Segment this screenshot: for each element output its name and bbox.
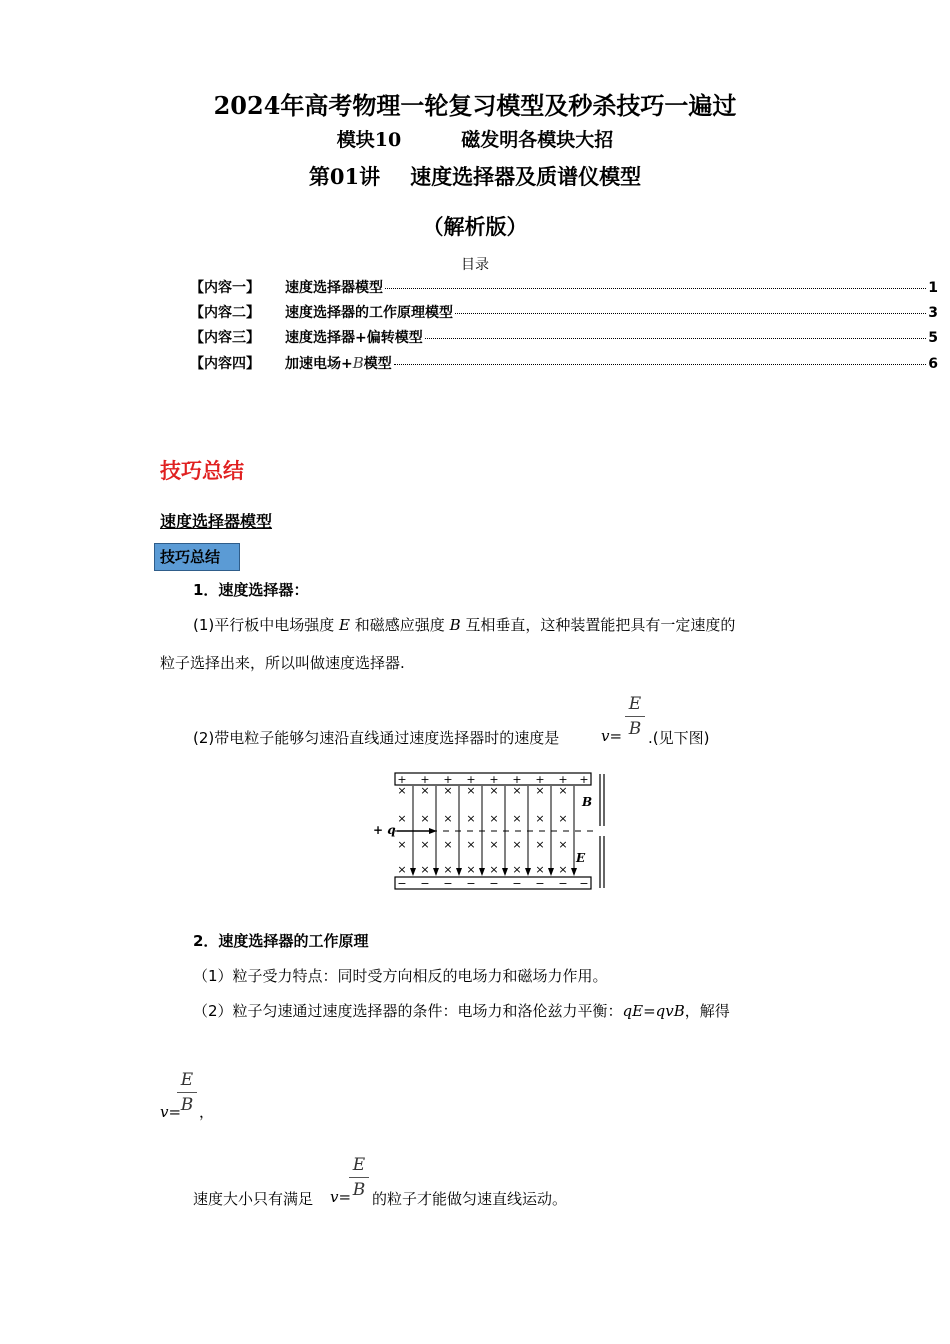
module-number: 模块10: [336, 129, 402, 151]
b-field-cross: ×: [420, 784, 430, 797]
b-field-cross: ×: [420, 863, 430, 876]
b-field-cross: ×: [512, 784, 522, 797]
s1-paragraph-1: (1)平行板中电场强度 E 和磁感应强度 B 互相垂直，这种装置能把具有一定速度的: [193, 616, 736, 634]
toc-text: 速度选择器模型: [285, 280, 383, 296]
velocity-selector-figure: [365, 770, 615, 892]
e-field-arrowhead: [525, 868, 531, 876]
toc-leader: [385, 288, 926, 289]
minus-charge: −: [489, 877, 499, 890]
minus-charge: −: [579, 877, 589, 890]
b-field-cross: ×: [489, 812, 499, 825]
comma: ，: [199, 1103, 215, 1121]
s2-paragraph-3-end: 的粒子才能做匀速直线运动。: [372, 1190, 568, 1208]
e-field-arrowhead: [571, 868, 577, 876]
e-field-arrowhead: [410, 868, 416, 876]
toc-text: 速度选择器+偏转模型: [285, 330, 423, 346]
toc-item-3[interactable]: [190, 327, 938, 349]
b-field-cross: ×: [535, 784, 545, 797]
minus-charge: −: [443, 877, 453, 890]
module-name: 磁发明各模块大招: [461, 129, 614, 151]
b-field-cross: ×: [489, 838, 499, 851]
plus-charge: +: [397, 773, 407, 786]
toc-tag: 【内容二】: [190, 305, 260, 321]
topic-title: 速度选择器模型: [160, 512, 273, 531]
figure-layer: [395, 773, 604, 890]
b-field-cross: ×: [558, 812, 568, 825]
b-field-cross: ×: [512, 838, 522, 851]
toc-page: 3: [928, 305, 938, 321]
plus-charge: +: [443, 773, 453, 786]
b-field-cross: ×: [535, 838, 545, 851]
b-field-cross: ×: [420, 838, 430, 851]
see-figure-note: .(见下图): [648, 729, 710, 747]
minus-charge: −: [420, 877, 430, 890]
b-field-cross: ×: [443, 863, 453, 876]
toc-item-1[interactable]: [190, 277, 938, 299]
toc-heading: 目录: [461, 257, 489, 273]
lecture-line: [0, 161, 950, 191]
charge-label: + q: [373, 823, 396, 837]
velocity-label: v=: [601, 727, 623, 745]
e-field-arrowhead: [456, 868, 462, 876]
s1-paragraph-1-cont: 粒子选择出来，所以叫做速度选择器.: [160, 654, 405, 672]
s1-heading: 1．速度选择器：: [193, 581, 309, 599]
minus-charge: −: [558, 877, 568, 890]
b-field-cross: ×: [443, 838, 453, 851]
b-field-cross: ×: [443, 784, 453, 797]
b-field-cross: ×: [512, 863, 522, 876]
e-field-label: E: [576, 851, 586, 865]
b-field-cross: ×: [397, 784, 407, 797]
b-field-cross: ×: [535, 863, 545, 876]
b-field-cross: ×: [558, 838, 568, 851]
plus-charge: +: [512, 773, 522, 786]
toc-tag: 【内容一】: [190, 280, 260, 296]
toc-page: 5: [928, 330, 938, 346]
b-field-cross: ×: [489, 863, 499, 876]
toc-tag: 【内容四】: [190, 356, 260, 372]
toc-page: 1: [928, 280, 938, 296]
toc-leader: [455, 313, 926, 314]
b-field-cross: ×: [535, 812, 545, 825]
toc-text: 速度选择器的工作原理模型: [285, 305, 453, 321]
section-title: 技巧总结: [160, 459, 244, 483]
minus-charge: −: [512, 877, 522, 890]
toc-text: 加速电场+B模型: [285, 354, 392, 372]
b-field-cross: ×: [420, 812, 430, 825]
plus-charge: +: [579, 773, 589, 786]
toc-page: 6: [928, 356, 938, 372]
fraction-e-over-b: E B: [625, 694, 645, 739]
fraction-e-over-b-3: E B: [349, 1155, 369, 1200]
toc-symbol: B: [352, 354, 364, 372]
e-field-arrowhead: [502, 868, 508, 876]
toc-item-4[interactable]: [190, 353, 938, 375]
b-field-cross: ×: [489, 784, 499, 797]
b-field-cross: ×: [558, 863, 568, 876]
b-field-cross: ×: [466, 784, 476, 797]
edition-label: （解析版）: [422, 214, 528, 239]
plus-charge: +: [535, 773, 545, 786]
b-field-label: B: [582, 795, 593, 809]
b-field-cross: ×: [443, 812, 453, 825]
b-field-cross: ×: [397, 863, 407, 876]
velocity-label-2: v=: [160, 1103, 182, 1121]
summary-box-label: 技巧总结: [154, 543, 240, 571]
minus-charge: −: [397, 877, 407, 890]
b-field-cross: ×: [397, 838, 407, 851]
e-field-arrowhead: [479, 868, 485, 876]
module-line: [0, 125, 950, 152]
doc-title: 2024年高考物理一轮复习模型及秒杀技巧一遍过: [213, 91, 737, 120]
s2-paragraph-3: 速度大小只有满足: [193, 1190, 314, 1208]
plus-charge: +: [558, 773, 568, 786]
minus-charge: −: [535, 877, 545, 890]
s2-paragraph-1: （1）粒子受力特点：同时受方向相反的电场力和磁场力作用。: [193, 967, 608, 985]
b-field-cross: ×: [466, 863, 476, 876]
minus-charge: −: [466, 877, 476, 890]
toc-tag: 【内容三】: [190, 330, 260, 346]
fraction-e-over-b-2: E B: [177, 1070, 197, 1115]
plus-charge: +: [420, 773, 430, 786]
b-field-cross: ×: [397, 812, 407, 825]
e-field-arrowhead: [548, 868, 554, 876]
b-field-cross: ×: [558, 784, 568, 797]
e-field-arrowhead: [433, 868, 439, 876]
b-field-cross: ×: [512, 812, 522, 825]
b-field-cross: ×: [466, 812, 476, 825]
b-field-cross: ×: [466, 838, 476, 851]
s2-heading: 2．速度选择器的工作原理: [193, 932, 369, 950]
toc-leader: [425, 338, 926, 339]
s1-paragraph-2: (2)带电粒子能够匀速沿直线通过速度选择器时的速度是: [193, 729, 560, 747]
velocity-label-3: v=: [330, 1188, 352, 1206]
plus-charge: +: [489, 773, 499, 786]
toc-leader: [394, 364, 926, 365]
lecture-name: 速度选择器及质谱仪模型: [410, 164, 642, 189]
s2-paragraph-2: （2）粒子匀速通过速度选择器的条件：电场力和洛伦兹力平衡：qE=qvB，解得: [193, 1002, 730, 1020]
toc-item-2[interactable]: [190, 302, 938, 324]
plus-charge: +: [466, 773, 476, 786]
lecture-number: 第01讲: [308, 164, 381, 189]
